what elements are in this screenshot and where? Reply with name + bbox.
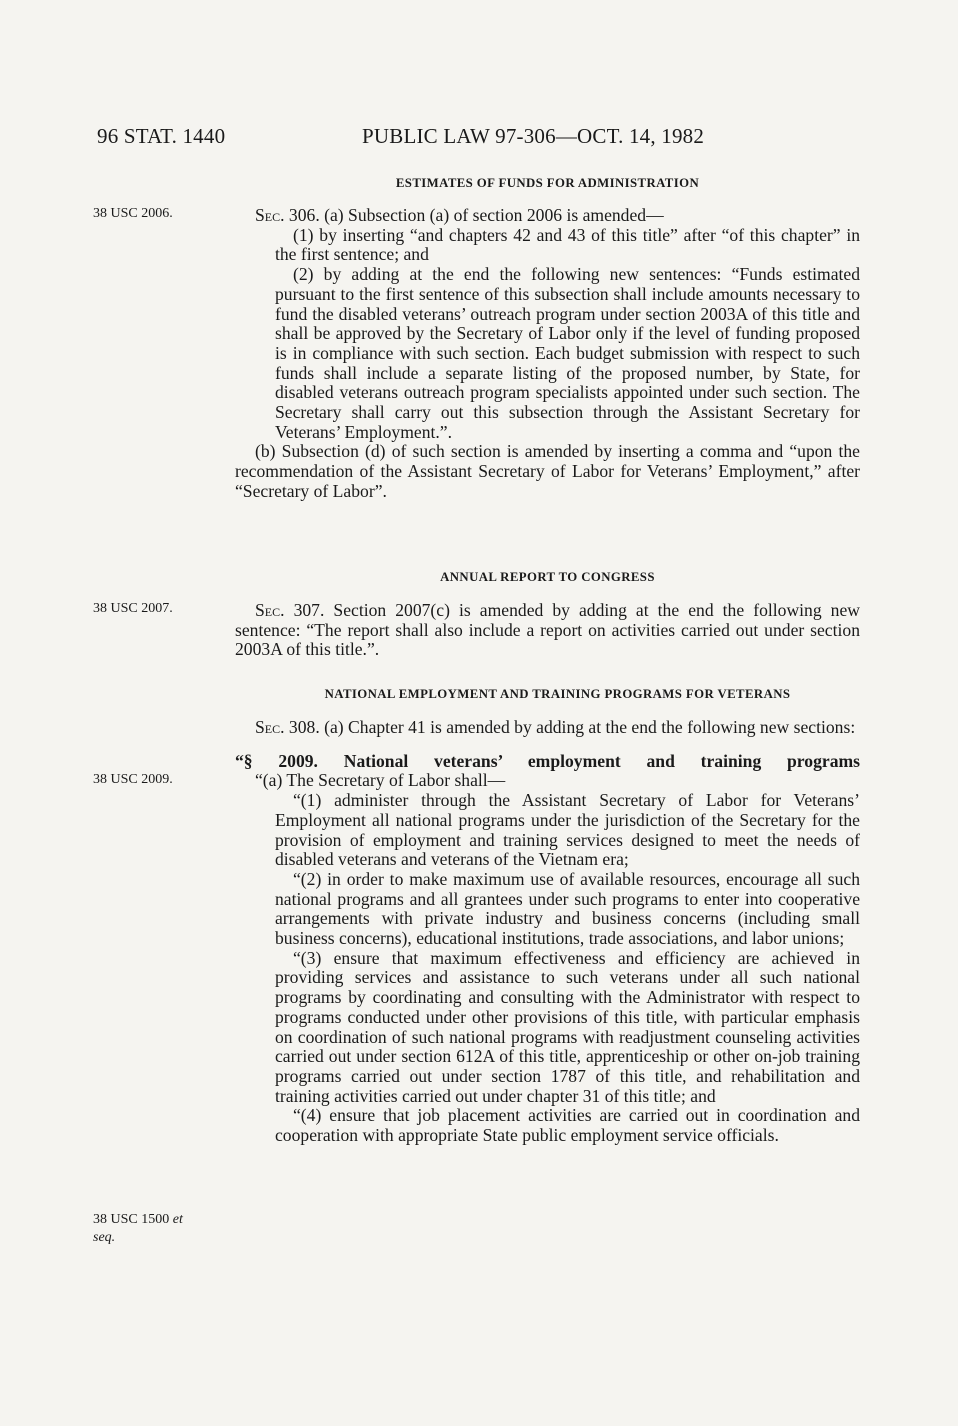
margin-note-1500-et: et <box>172 1212 183 1227</box>
sec-307-text <box>235 601 860 660</box>
sec-2009-a: “(a) The Secretary of Labor shall— <box>255 770 506 791</box>
margin-note-1500-main: 38 USC 1500 <box>93 1212 173 1227</box>
sec-2009-item-3: “(3) ensure that maximum effectiveness and efficiency are achieved in providing services and assistance to such veterans under all such national programs by coordinating and consulting with the Administrator with respect to programs conducted under other provisions of this title, with particular emphasis on coordination of such national programs with readjustment counseling activities carried out under section 612A of this title, apprenticeship or other on-job training programs carried out under section 1787 of this title, and rehabilitation and training activities carried out under chapter 31 of this title; and <box>275 947 860 1106</box>
section-2009-title: “§ 2009. National veterans’ employment and training programs <box>235 750 860 771</box>
sec-307-body: 307. Section 2007(c) is amended by adding at the end the following new sentence: “The report shall also include a report on activities carried out under section 2003A of this title.”. <box>235 600 860 660</box>
sec-308-intro-text: 308. (a) Chapter 41 is amended by adding at the end the following new sections: <box>284 717 856 737</box>
margin-note-1500 <box>93 1211 183 1247</box>
sec-306-intro-text: 306. (a) Subsection (a) of section 2006 is amended— <box>284 205 664 225</box>
sec-306-p2: (2) by adding at the end the following new sentences: “Funds estimated pursuant to the first sentence of this subsection shall include amounts necessary to fund the disabled veterans’ outreach program under section 2003A of this title and shall be approved by the Secretary of Labor only if the level of funding proposed is in compliance with such section. Each budget submission with respect to such funds shall include a separate listing of the proposed number, by State, for disabled veterans outreach program specialists appointed under such section. The Secretary shall carry out this subsection through the Assistant Secretary for Veterans’ Employment.”. <box>275 264 860 442</box>
page-running-head: PUBLIC LAW 97-306—OCT. 14, 1982 <box>362 124 705 148</box>
section-307 <box>235 601 860 660</box>
section-306 <box>235 206 860 502</box>
heading-sec-307: ANNUAL REPORT TO CONGRESS <box>440 570 655 584</box>
sec-2009-item-1: “(1) administer through the Assistant Secretary of Labor for Veterans’ Employment all national programs under the jurisdiction of the Secretary for the provision of employment and training services designed to meet the needs of disabled veterans and veterans of the Vietnam era; <box>275 790 860 870</box>
heading-sec-308: NATIONAL EMPLOYMENT AND TRAINING PROGRAMS FOR VETERANS <box>324 687 791 701</box>
sec-306-label: Sec. <box>255 205 285 225</box>
sec-306-intro <box>235 206 860 226</box>
sec-2009-item-4: “(4) ensure that job placement activities are carried out in coordination and cooperation with appropriate State public employment service officials. <box>275 1105 860 1146</box>
margin-note-2006: 38 USC 2006. <box>93 206 173 221</box>
sec-2009-item-2: “(2) in order to make maximum use of available resources, encourage all such national programs and all grantees under such programs to enter into cooperative arrangements with private industry and business concerns (including small business concerns), educational institutions, trade associations, and labor unions; <box>275 868 860 949</box>
sec-306-p1: (1) by inserting “and chapters 42 and 43 of this title” after “of this chapter” in the first sentence; and <box>275 224 860 265</box>
sec-308-intro <box>235 718 860 738</box>
sec-306-b: (b) Subsection (d) of such section is amended by inserting a comma and “upon the recommendation of the Assistant Secretary of Labor for Veterans’ Employment,” after “Secretary of Labor”. <box>235 441 860 501</box>
margin-note-2009: 38 USC 2009. <box>93 772 173 787</box>
heading-sec-306: ESTIMATES OF FUNDS FOR ADMINISTRATION <box>395 176 700 190</box>
section-308 <box>235 718 860 1146</box>
margin-note-2007: 38 USC 2007. <box>93 601 173 616</box>
page-stat-number: 96 STAT. 1440 <box>97 124 226 148</box>
margin-note-1500-seq: seq. <box>93 1230 116 1245</box>
sec-307-label: Sec. <box>255 600 285 620</box>
sec-308-label: Sec. <box>255 717 285 737</box>
